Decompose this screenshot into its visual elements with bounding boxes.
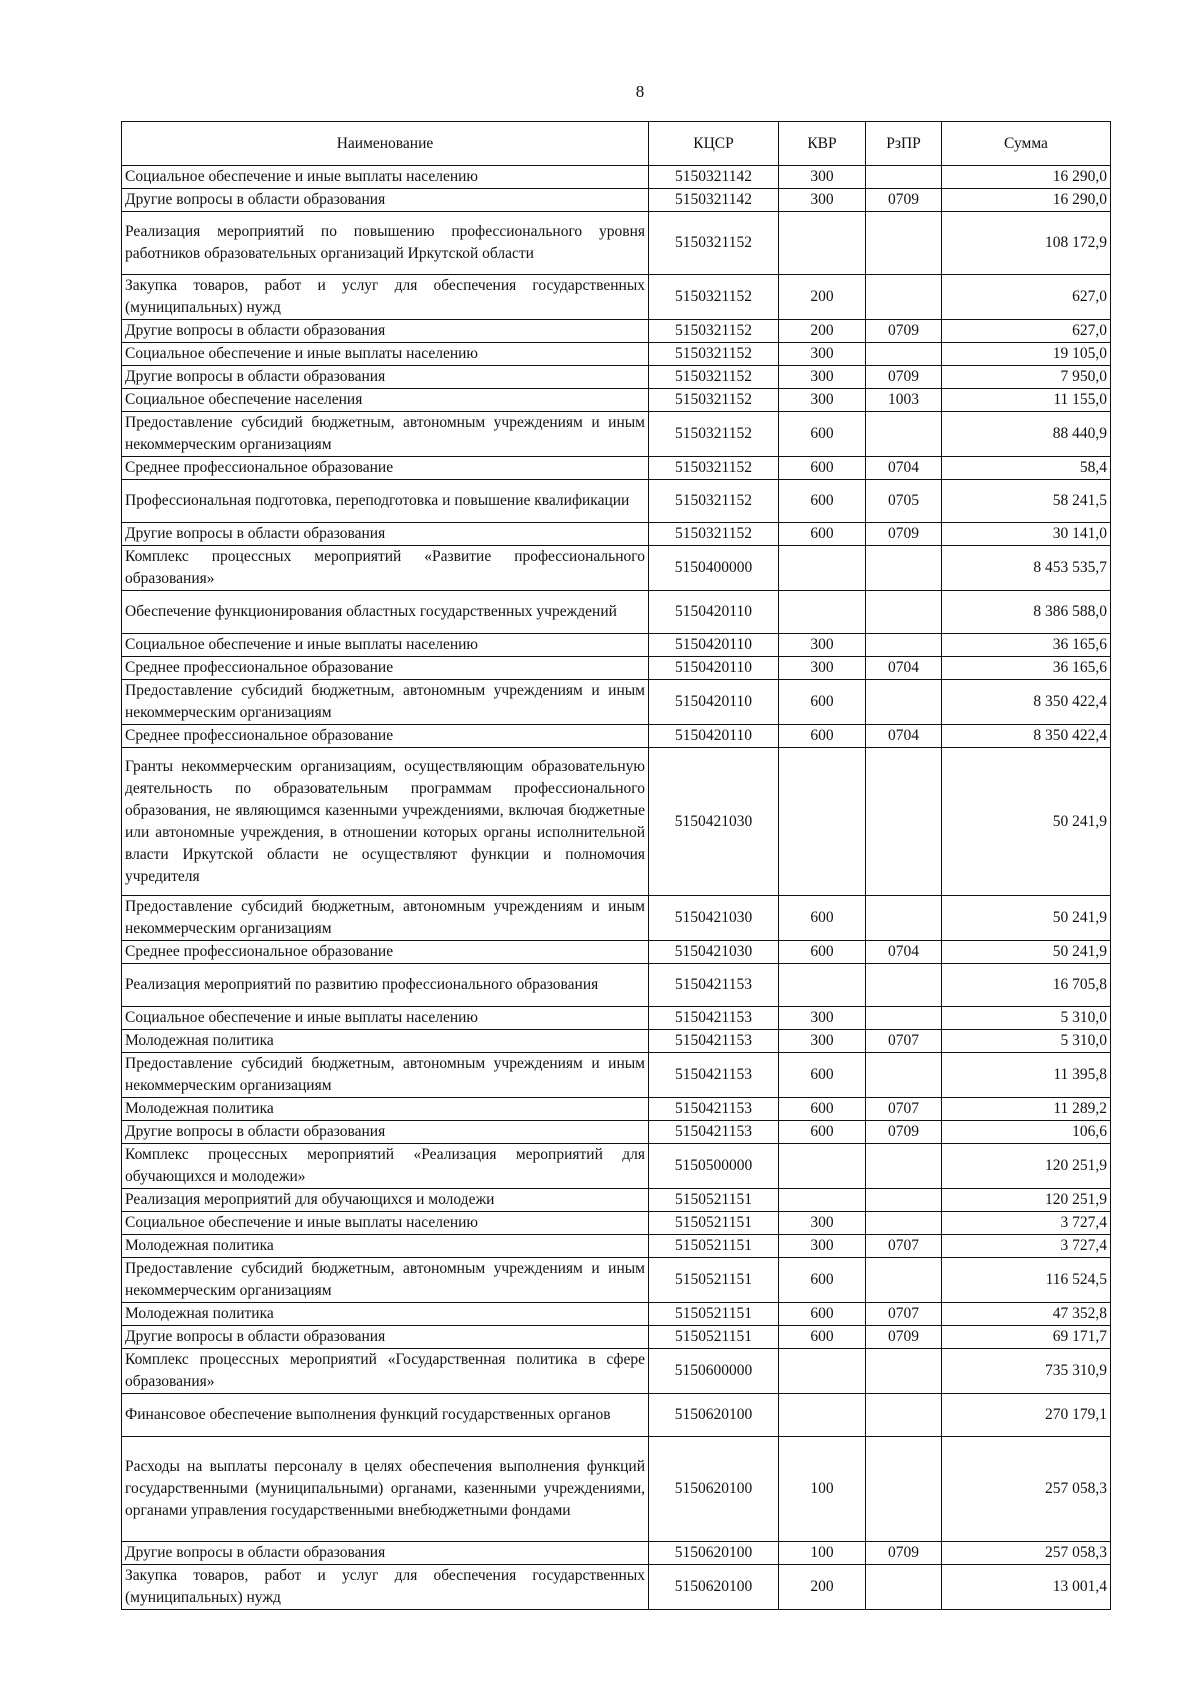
cell-kcsr: 5150521151 <box>649 1326 779 1349</box>
cell-rzpr <box>866 896 942 941</box>
table-row <box>122 1565 1111 1610</box>
cell-rzpr <box>866 680 942 725</box>
cell-kcsr: 5150420110 <box>649 725 779 748</box>
table-header-row <box>122 122 1111 166</box>
cell-sum: 69 171,7 <box>942 1326 1111 1349</box>
cell-rzpr: 0709 <box>866 320 942 343</box>
cell-sum: 19 105,0 <box>942 343 1111 366</box>
cell-sum: 13 001,4 <box>942 1565 1111 1610</box>
budget-table <box>121 121 1111 1610</box>
cell-kcsr: 5150321142 <box>649 189 779 212</box>
cell-kvr: 600 <box>779 457 866 480</box>
cell-sum: 5 310,0 <box>942 1007 1111 1030</box>
cell-kcsr: 5150521151 <box>649 1303 779 1326</box>
cell-kcsr: 5150321152 <box>649 389 779 412</box>
cell-kvr <box>779 748 866 896</box>
cell-rzpr <box>866 964 942 1007</box>
cell-sum: 58 241,5 <box>942 480 1111 523</box>
cell-rzpr <box>866 1437 942 1542</box>
cell-rzpr: 0709 <box>866 1542 942 1565</box>
cell-name: Реализация мероприятий по развитию профессионального образования <box>122 964 649 1007</box>
cell-kvr: 600 <box>779 1098 866 1121</box>
cell-sum: 106,6 <box>942 1121 1111 1144</box>
cell-rzpr <box>866 343 942 366</box>
cell-kcsr: 5150521151 <box>649 1189 779 1212</box>
table-row <box>122 657 1111 680</box>
cell-name: Социальное обеспечение и иные выплаты населению <box>122 343 649 366</box>
cell-kvr: 200 <box>779 275 866 320</box>
cell-name: Другие вопросы в области образования <box>122 320 649 343</box>
cell-rzpr <box>866 1565 942 1610</box>
cell-rzpr: 0704 <box>866 657 942 680</box>
cell-kvr: 300 <box>779 657 866 680</box>
cell-rzpr: 0709 <box>866 189 942 212</box>
cell-kcsr: 5150321152 <box>649 343 779 366</box>
cell-name: Гранты некоммерческим организациям, осуществляющим образовательную деятельность по образовательным программам профессионального образования, не являющимся казенными учреждениями, включая бюджетные или автономные учреждения, в отношении которых органы исполнительной власти Иркутской области не осуществляют функции и полномочия учредителя <box>122 748 649 896</box>
cell-sum: 3 727,4 <box>942 1235 1111 1258</box>
cell-sum: 36 165,6 <box>942 657 1111 680</box>
cell-kcsr: 5150321152 <box>649 212 779 275</box>
cell-kcsr: 5150421030 <box>649 941 779 964</box>
cell-name: Реализация мероприятий для обучающихся и молодежи <box>122 1189 649 1212</box>
cell-kvr: 600 <box>779 1258 866 1303</box>
cell-rzpr: 0707 <box>866 1303 942 1326</box>
cell-kvr: 300 <box>779 366 866 389</box>
cell-kvr: 300 <box>779 166 866 189</box>
cell-name: Среднее профессиональное образование <box>122 941 649 964</box>
cell-kvr: 600 <box>779 1121 866 1144</box>
cell-kvr: 600 <box>779 941 866 964</box>
cell-name: Предоставление субсидий бюджетным, автономным учреждениям и иным некоммерческим организациям <box>122 412 649 457</box>
cell-name: Другие вопросы в области образования <box>122 1121 649 1144</box>
cell-kvr: 600 <box>779 725 866 748</box>
cell-sum: 11 155,0 <box>942 389 1111 412</box>
cell-name: Молодежная политика <box>122 1098 649 1121</box>
table-row <box>122 1258 1111 1303</box>
cell-kvr: 600 <box>779 412 866 457</box>
cell-kcsr: 5150500000 <box>649 1144 779 1189</box>
cell-sum: 88 440,9 <box>942 412 1111 457</box>
cell-rzpr <box>866 166 942 189</box>
cell-sum: 120 251,9 <box>942 1144 1111 1189</box>
table-row <box>122 189 1111 212</box>
cell-kcsr: 5150620100 <box>649 1542 779 1565</box>
table-row <box>122 941 1111 964</box>
cell-sum: 257 058,3 <box>942 1437 1111 1542</box>
cell-sum: 735 310,9 <box>942 1349 1111 1394</box>
cell-kcsr: 5150420110 <box>649 634 779 657</box>
cell-kcsr: 5150421153 <box>649 964 779 1007</box>
cell-kcsr: 5150521151 <box>649 1258 779 1303</box>
table-row <box>122 343 1111 366</box>
cell-rzpr: 0704 <box>866 725 942 748</box>
header-kvr: КВР <box>779 122 866 166</box>
cell-sum: 5 310,0 <box>942 1030 1111 1053</box>
table-row <box>122 1121 1111 1144</box>
cell-sum: 8 350 422,4 <box>942 725 1111 748</box>
cell-rzpr: 0704 <box>866 941 942 964</box>
cell-name: Закупка товаров, работ и услуг для обеспечения государственных (муниципальных) нужд <box>122 275 649 320</box>
cell-sum: 8 386 588,0 <box>942 591 1111 634</box>
table-row <box>122 748 1111 896</box>
cell-kvr: 300 <box>779 189 866 212</box>
cell-kvr: 600 <box>779 1303 866 1326</box>
cell-kcsr: 5150421153 <box>649 1121 779 1144</box>
table-row <box>122 212 1111 275</box>
cell-kvr <box>779 1144 866 1189</box>
cell-kvr: 200 <box>779 1565 866 1610</box>
table-row <box>122 320 1111 343</box>
cell-rzpr <box>866 1189 942 1212</box>
cell-rzpr <box>866 212 942 275</box>
cell-rzpr: 0709 <box>866 1326 942 1349</box>
cell-kcsr: 5150421153 <box>649 1030 779 1053</box>
cell-sum: 270 179,1 <box>942 1394 1111 1437</box>
cell-kvr: 600 <box>779 896 866 941</box>
cell-name: Предоставление субсидий бюджетным, автономным учреждениям и иным некоммерческим организациям <box>122 896 649 941</box>
cell-name: Другие вопросы в области образования <box>122 1326 649 1349</box>
cell-kvr: 300 <box>779 634 866 657</box>
cell-kvr: 300 <box>779 1235 866 1258</box>
cell-kvr: 100 <box>779 1437 866 1542</box>
cell-kcsr: 5150420110 <box>649 680 779 725</box>
cell-rzpr: 0704 <box>866 457 942 480</box>
cell-kvr: 600 <box>779 1326 866 1349</box>
cell-name: Профессиональная подготовка, переподготовка и повышение квалификации <box>122 480 649 523</box>
cell-kcsr: 5150400000 <box>649 546 779 591</box>
cell-sum: 627,0 <box>942 320 1111 343</box>
cell-kcsr: 5150321152 <box>649 480 779 523</box>
cell-kcsr: 5150321152 <box>649 523 779 546</box>
cell-kcsr: 5150321142 <box>649 166 779 189</box>
cell-name: Другие вопросы в области образования <box>122 1542 649 1565</box>
cell-sum: 11 289,2 <box>942 1098 1111 1121</box>
cell-name: Комплекс процессных мероприятий «Реализация мероприятий для обучающихся и молодежи» <box>122 1144 649 1189</box>
cell-kvr <box>779 1394 866 1437</box>
cell-sum: 16 290,0 <box>942 166 1111 189</box>
cell-rzpr: 0707 <box>866 1235 942 1258</box>
cell-kcsr: 5150421153 <box>649 1053 779 1098</box>
cell-name: Предоставление субсидий бюджетным, автономным учреждениям и иным некоммерческим организациям <box>122 1053 649 1098</box>
table-row <box>122 896 1111 941</box>
cell-sum: 7 950,0 <box>942 366 1111 389</box>
cell-sum: 50 241,9 <box>942 896 1111 941</box>
table-row <box>122 1098 1111 1121</box>
cell-kcsr: 5150321152 <box>649 412 779 457</box>
header-sum: Сумма <box>942 122 1111 166</box>
cell-name: Молодежная политика <box>122 1303 649 1326</box>
cell-name: Обеспечение функционирования областных государственных учреждений <box>122 591 649 634</box>
cell-rzpr: 0709 <box>866 523 942 546</box>
cell-sum: 8 350 422,4 <box>942 680 1111 725</box>
cell-kcsr: 5150321152 <box>649 366 779 389</box>
cell-name: Реализация мероприятий по повышению профессионального уровня работников образовательных организаций Иркутской области <box>122 212 649 275</box>
cell-kcsr: 5150620100 <box>649 1565 779 1610</box>
cell-rzpr <box>866 591 942 634</box>
table-row <box>122 725 1111 748</box>
cell-kcsr: 5150620100 <box>649 1394 779 1437</box>
cell-sum: 50 241,9 <box>942 941 1111 964</box>
cell-rzpr <box>866 1007 942 1030</box>
cell-rzpr <box>866 546 942 591</box>
table-row <box>122 275 1111 320</box>
cell-kvr: 300 <box>779 1007 866 1030</box>
page-number: 8 <box>635 82 645 101</box>
cell-name: Социальное обеспечение и иные выплаты населению <box>122 1007 649 1030</box>
header-kcsr: КЦСР <box>649 122 779 166</box>
table-row <box>122 1303 1111 1326</box>
table-row <box>122 1212 1111 1235</box>
table-row <box>122 1437 1111 1542</box>
table-row <box>122 1394 1111 1437</box>
table-row <box>122 1030 1111 1053</box>
cell-kvr: 300 <box>779 343 866 366</box>
table-row <box>122 1144 1111 1189</box>
cell-name: Комплекс процессных мероприятий «Развитие профессионального образования» <box>122 546 649 591</box>
cell-rzpr <box>866 748 942 896</box>
cell-sum: 16 705,8 <box>942 964 1111 1007</box>
table-body <box>122 166 1111 1610</box>
cell-kcsr: 5150321152 <box>649 457 779 480</box>
cell-rzpr <box>866 275 942 320</box>
cell-sum: 257 058,3 <box>942 1542 1111 1565</box>
cell-name: Другие вопросы в области образования <box>122 523 649 546</box>
cell-name: Социальное обеспечение и иные выплаты населению <box>122 166 649 189</box>
cell-sum: 16 290,0 <box>942 189 1111 212</box>
table-row <box>122 1007 1111 1030</box>
cell-sum: 58,4 <box>942 457 1111 480</box>
cell-kcsr: 5150420110 <box>649 657 779 680</box>
cell-rzpr <box>866 1144 942 1189</box>
cell-kvr <box>779 591 866 634</box>
cell-sum: 108 172,9 <box>942 212 1111 275</box>
cell-sum: 8 453 535,7 <box>942 546 1111 591</box>
cell-name: Молодежная политика <box>122 1235 649 1258</box>
cell-kvr: 600 <box>779 680 866 725</box>
cell-rzpr: 0709 <box>866 366 942 389</box>
cell-name: Финансовое обеспечение выполнения функций государственных органов <box>122 1394 649 1437</box>
cell-kcsr: 5150421153 <box>649 1098 779 1121</box>
cell-rzpr <box>866 1394 942 1437</box>
table-row <box>122 964 1111 1007</box>
cell-kcsr: 5150421153 <box>649 1007 779 1030</box>
cell-kvr <box>779 546 866 591</box>
cell-sum: 50 241,9 <box>942 748 1111 896</box>
cell-kvr: 600 <box>779 480 866 523</box>
cell-name: Среднее профессиональное образование <box>122 657 649 680</box>
cell-kcsr: 5150421030 <box>649 748 779 896</box>
table-row <box>122 680 1111 725</box>
cell-name: Комплекс процессных мероприятий «Государственная политика в сфере образования» <box>122 1349 649 1394</box>
cell-kvr <box>779 964 866 1007</box>
cell-kvr <box>779 1189 866 1212</box>
cell-name: Расходы на выплаты персоналу в целях обеспечения выполнения функций государственными (муниципальными) органами, казенными учреждениями, органами управления государственными внебюджетными фондами <box>122 1437 649 1542</box>
cell-kcsr: 5150321152 <box>649 320 779 343</box>
cell-rzpr: 1003 <box>866 389 942 412</box>
cell-name: Среднее профессиональное образование <box>122 725 649 748</box>
table-row <box>122 1542 1111 1565</box>
cell-kcsr: 5150521151 <box>649 1235 779 1258</box>
table-row <box>122 366 1111 389</box>
cell-name: Социальное обеспечение и иные выплаты населению <box>122 1212 649 1235</box>
cell-sum: 3 727,4 <box>942 1212 1111 1235</box>
cell-rzpr <box>866 1258 942 1303</box>
cell-sum: 116 524,5 <box>942 1258 1111 1303</box>
cell-rzpr: 0705 <box>866 480 942 523</box>
header-name: Наименование <box>122 122 649 166</box>
cell-name: Предоставление субсидий бюджетным, автономным учреждениям и иным некоммерческим организациям <box>122 1258 649 1303</box>
cell-kvr: 100 <box>779 1542 866 1565</box>
table-row <box>122 166 1111 189</box>
cell-kvr: 300 <box>779 1212 866 1235</box>
cell-rzpr <box>866 634 942 657</box>
cell-kcsr: 5150421030 <box>649 896 779 941</box>
table-row <box>122 1326 1111 1349</box>
table-row <box>122 1189 1111 1212</box>
table-row <box>122 523 1111 546</box>
cell-name: Другие вопросы в области образования <box>122 366 649 389</box>
cell-kvr: 600 <box>779 1053 866 1098</box>
cell-name: Молодежная политика <box>122 1030 649 1053</box>
table-row <box>122 546 1111 591</box>
cell-kcsr: 5150521151 <box>649 1212 779 1235</box>
cell-sum: 11 395,8 <box>942 1053 1111 1098</box>
cell-name: Закупка товаров, работ и услуг для обеспечения государственных (муниципальных) нужд <box>122 1565 649 1610</box>
cell-rzpr <box>866 412 942 457</box>
table-row <box>122 412 1111 457</box>
table-row <box>122 389 1111 412</box>
cell-rzpr: 0707 <box>866 1098 942 1121</box>
cell-rzpr <box>866 1349 942 1394</box>
table-row <box>122 1349 1111 1394</box>
cell-name: Среднее профессиональное образование <box>122 457 649 480</box>
cell-name: Предоставление субсидий бюджетным, автономным учреждениям и иным некоммерческим организациям <box>122 680 649 725</box>
cell-kcsr: 5150321152 <box>649 275 779 320</box>
cell-kcsr: 5150620100 <box>649 1437 779 1542</box>
cell-rzpr <box>866 1053 942 1098</box>
cell-kvr <box>779 212 866 275</box>
cell-rzpr <box>866 1212 942 1235</box>
cell-kvr: 600 <box>779 523 866 546</box>
table-row <box>122 634 1111 657</box>
cell-sum: 47 352,8 <box>942 1303 1111 1326</box>
table-row <box>122 480 1111 523</box>
header-rzpr: РзПР <box>866 122 942 166</box>
cell-kvr <box>779 1349 866 1394</box>
table-row <box>122 1235 1111 1258</box>
table-row <box>122 457 1111 480</box>
cell-sum: 120 251,9 <box>942 1189 1111 1212</box>
cell-name: Социальное обеспечение и иные выплаты населению <box>122 634 649 657</box>
cell-kcsr: 5150420110 <box>649 591 779 634</box>
cell-sum: 30 141,0 <box>942 523 1111 546</box>
cell-kcsr: 5150600000 <box>649 1349 779 1394</box>
cell-name: Социальное обеспечение населения <box>122 389 649 412</box>
cell-name: Другие вопросы в области образования <box>122 189 649 212</box>
cell-kvr: 300 <box>779 389 866 412</box>
cell-kvr: 300 <box>779 1030 866 1053</box>
cell-sum: 627,0 <box>942 275 1111 320</box>
cell-rzpr: 0709 <box>866 1121 942 1144</box>
cell-sum: 36 165,6 <box>942 634 1111 657</box>
cell-kvr: 200 <box>779 320 866 343</box>
table-row <box>122 591 1111 634</box>
table-row <box>122 1053 1111 1098</box>
cell-rzpr: 0707 <box>866 1030 942 1053</box>
